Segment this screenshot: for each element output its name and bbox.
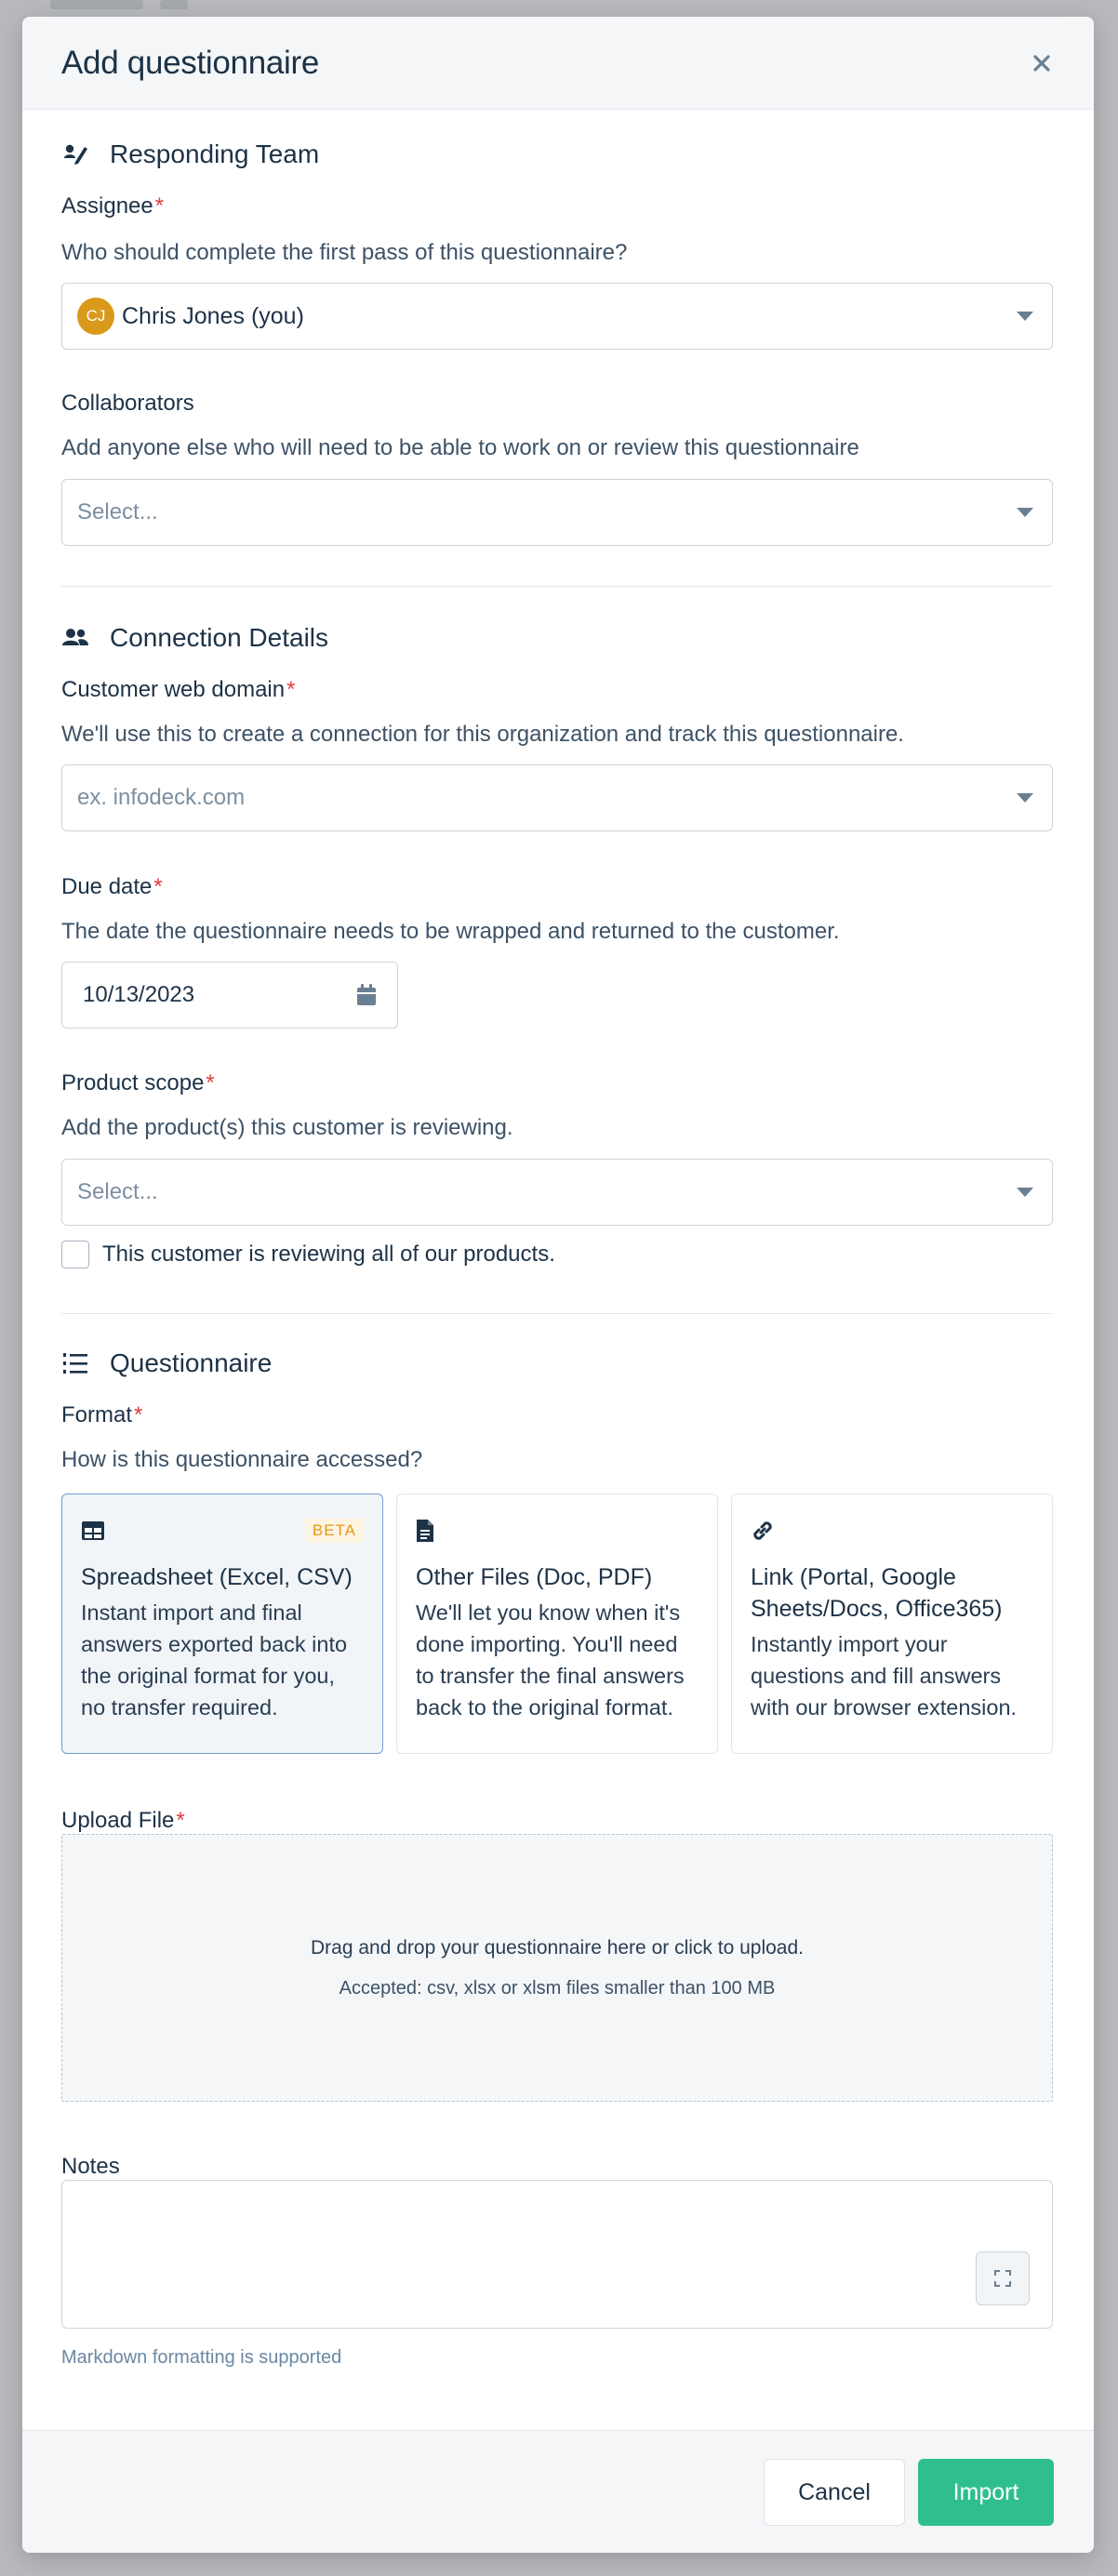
required-marker: * (134, 1402, 143, 1427)
background-page (50, 0, 236, 13)
format-option-description: Instant import and final answers exported back into the original format for you, no transfer required. (81, 1600, 348, 1720)
notes-hint: Markdown formatting is supported (61, 2347, 342, 2368)
chevron-down-icon (1017, 508, 1033, 517)
format-option-link[interactable] (731, 1494, 1053, 1754)
upload-dropzone[interactable] (61, 1834, 1053, 2102)
due-date-value: 10/13/2023 (83, 982, 195, 1007)
divider (61, 586, 1053, 587)
product-scope-label (61, 1070, 215, 1096)
domain-help: We'll use this to create a connection for this organization and track this questionnaire. (61, 722, 904, 747)
notes-textarea[interactable] (61, 2180, 1053, 2329)
format-option-title: Spreadsheet (Excel, CSV) (81, 1564, 353, 1590)
assignee-help: Who should complete the first pass of this questionnaire? (61, 240, 628, 265)
all-products-label: This customer is reviewing all of our products. (102, 1242, 555, 1267)
chevron-down-icon (1017, 1188, 1033, 1197)
close-icon (1032, 54, 1051, 73)
format-label (61, 1402, 142, 1428)
table-icon (81, 1520, 105, 1542)
expand-button[interactable] (976, 2251, 1030, 2305)
product-scope-help: Add the product(s) this customer is reviewing. (61, 1115, 513, 1140)
document-icon (416, 1519, 434, 1543)
close-button[interactable] (1025, 46, 1058, 80)
upload-sub-text: Accepted: csv, xlsx or xlsm files smaller than 100 MB (339, 1977, 776, 1998)
add-questionnaire-modal (22, 17, 1094, 2553)
avatar: CJ (77, 298, 114, 335)
notes-label: Notes (61, 2154, 120, 2179)
due-date-label-text: Due date (61, 874, 153, 899)
product-scope-placeholder: Select... (77, 1179, 158, 1204)
product-scope-select[interactable] (61, 1159, 1053, 1226)
all-products-checkbox[interactable] (61, 1241, 89, 1268)
list-icon (61, 1349, 89, 1377)
modal-footer (22, 2430, 1094, 2553)
divider (61, 1313, 1053, 1314)
domain-label (61, 677, 295, 703)
due-date-label (61, 874, 163, 900)
required-marker: * (176, 1808, 185, 1833)
section-title: Connection Details (110, 623, 329, 652)
modal-header (22, 17, 1094, 110)
upload-label-text: Upload File (61, 1808, 175, 1833)
domain-label-text: Customer web domain (61, 677, 286, 702)
format-label-text: Format (61, 1402, 133, 1427)
format-option-title: Other Files (Doc, PDF) (416, 1564, 653, 1590)
all-products-row[interactable] (61, 1241, 555, 1268)
format-option-other-files[interactable] (396, 1494, 718, 1754)
chevron-down-icon (1017, 793, 1033, 803)
beta-badge: BETA (305, 1519, 364, 1543)
import-button[interactable]: Import (918, 2459, 1054, 2526)
section-responding-team (61, 139, 319, 169)
modal-title: Add questionnaire (61, 44, 320, 81)
link-icon (751, 1519, 775, 1543)
format-option-spreadsheet[interactable] (61, 1494, 383, 1754)
required-marker: * (206, 1070, 215, 1095)
format-option-title: Link (Portal, Google Sheets/Docs, Office365) (751, 1564, 1003, 1622)
user-edit-icon (61, 140, 89, 168)
assignee-label-text: Assignee (61, 193, 153, 219)
due-date-input[interactable] (61, 962, 398, 1029)
required-marker: * (153, 874, 163, 899)
product-scope-label-text: Product scope (61, 1070, 205, 1095)
collaborators-placeholder: Select... (77, 499, 158, 524)
collaborators-select[interactable] (61, 479, 1053, 546)
assignee-value: Chris Jones (you) (122, 302, 304, 329)
section-connection-details (61, 623, 328, 653)
format-option-description: We'll let you know when it's done importing. You'll need to transfer the final answers back to the original format. (416, 1600, 685, 1720)
calendar-icon[interactable] (356, 984, 377, 1006)
collaborators-help: Add anyone else who will need to be able to work on or review this questionnaire (61, 435, 859, 460)
domain-placeholder: ex. infodeck.com (77, 785, 246, 810)
upload-main-text: Drag and drop your questionnaire here or click to upload. (311, 1936, 804, 1959)
assignee-select[interactable] (61, 283, 1053, 350)
chevron-down-icon (1017, 312, 1033, 321)
section-questionnaire (61, 1348, 272, 1378)
domain-select[interactable] (61, 764, 1053, 831)
expand-icon (994, 2270, 1011, 2287)
due-date-help: The date the questionnaire needs to be wrapped and returned to the customer. (61, 919, 840, 944)
format-option-description: Instantly import your questions and fill answers with our browser extension. (751, 1632, 1018, 1720)
section-title: Responding Team (110, 139, 320, 168)
assignee-label (61, 193, 164, 219)
collaborators-label: Collaborators (61, 391, 194, 416)
cancel-button[interactable]: Cancel (764, 2459, 905, 2526)
section-title: Questionnaire (110, 1348, 273, 1377)
upload-label (61, 1808, 185, 1834)
format-help: How is this questionnaire accessed? (61, 1447, 423, 1472)
required-marker: * (154, 193, 165, 219)
required-marker: * (286, 677, 296, 702)
users-icon (61, 624, 89, 652)
